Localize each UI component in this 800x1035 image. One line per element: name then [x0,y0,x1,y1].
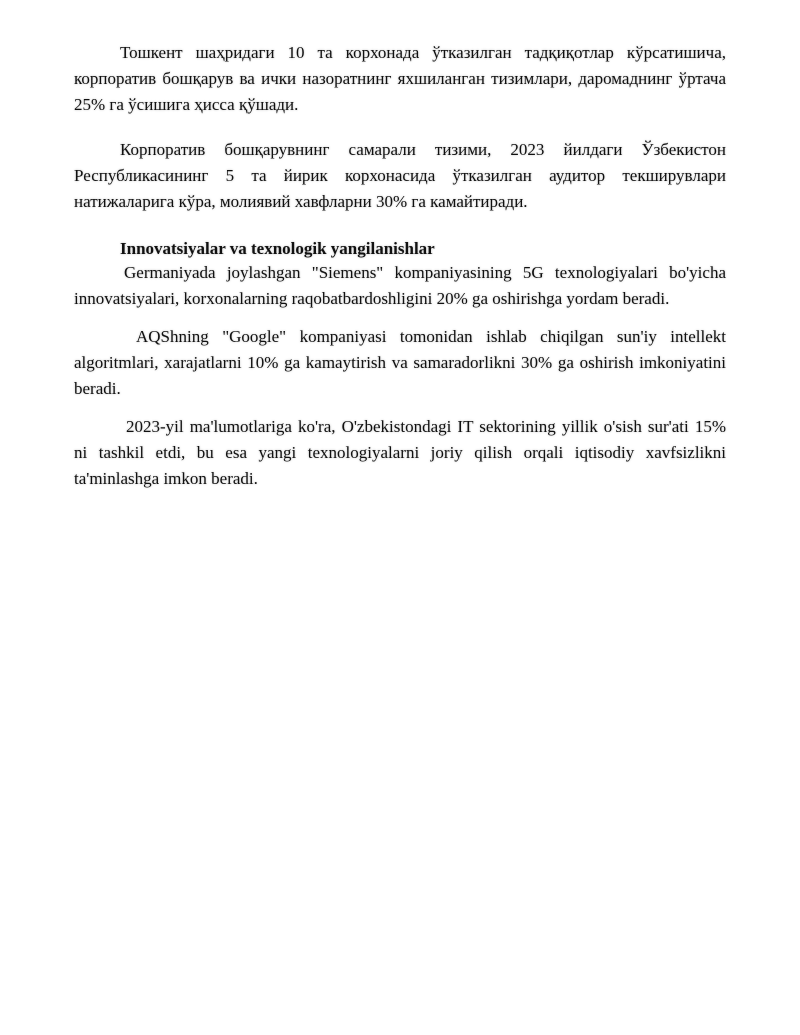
paragraph-google: AQShning "Google" kompaniyasi tomonidan ishlab chiqilgan sun'iy intellekt algoritmlari, xarajatlarni 10% ga kamaytirish va samaradorlikni 30% ga oshirish imkoniyatini beradi. [74,327,726,398]
paragraph-it-sector: 2023-yil ma'lumotlariga ko'ra, O'zbekistondagi IT sektorining yillik o'sish sur'ati 15% ni tashkil etdi, bu esa yangi texnologiyalarni joriy qilish orqali iqtisodiy xavfsizlikni ta'minlashga imkon beradi. [74,417,726,488]
section-heading: Innovatsiyalar va texnologik yangilanishlar [120,239,435,258]
paragraph-siemens: Germaniyada joylashgan "Siemens" kompaniyasining 5G texnologiyalari bo'yicha innovatsiyalari, korxonalarning raqobatbardoshligini 20% ga oshirishga yordam beradi. [74,263,726,308]
paragraph-corporate-governance-revenue: Тошкент шаҳридаги 10 та корхонада ўтказилган тадқиқотлар кўрсатишича, корпоратив бошқарув ва ички назоратнинг яхшиланган тизимлари, даромаднинг ўртача 25% га ўсишига ҳисса қўшади. [74,43,726,114]
document-page [74,40,726,492]
paragraph-corporate-governance-risk: Корпоратив бошқарувнинг самарали тизими, 2023 йилдаги Ўзбекистон Республикасининг 5 та йирик корхонасида ўтказилган аудитор текширувлари натижаларига кўра, молиявий хавфларни 30% га камайтиради. [74,140,726,211]
